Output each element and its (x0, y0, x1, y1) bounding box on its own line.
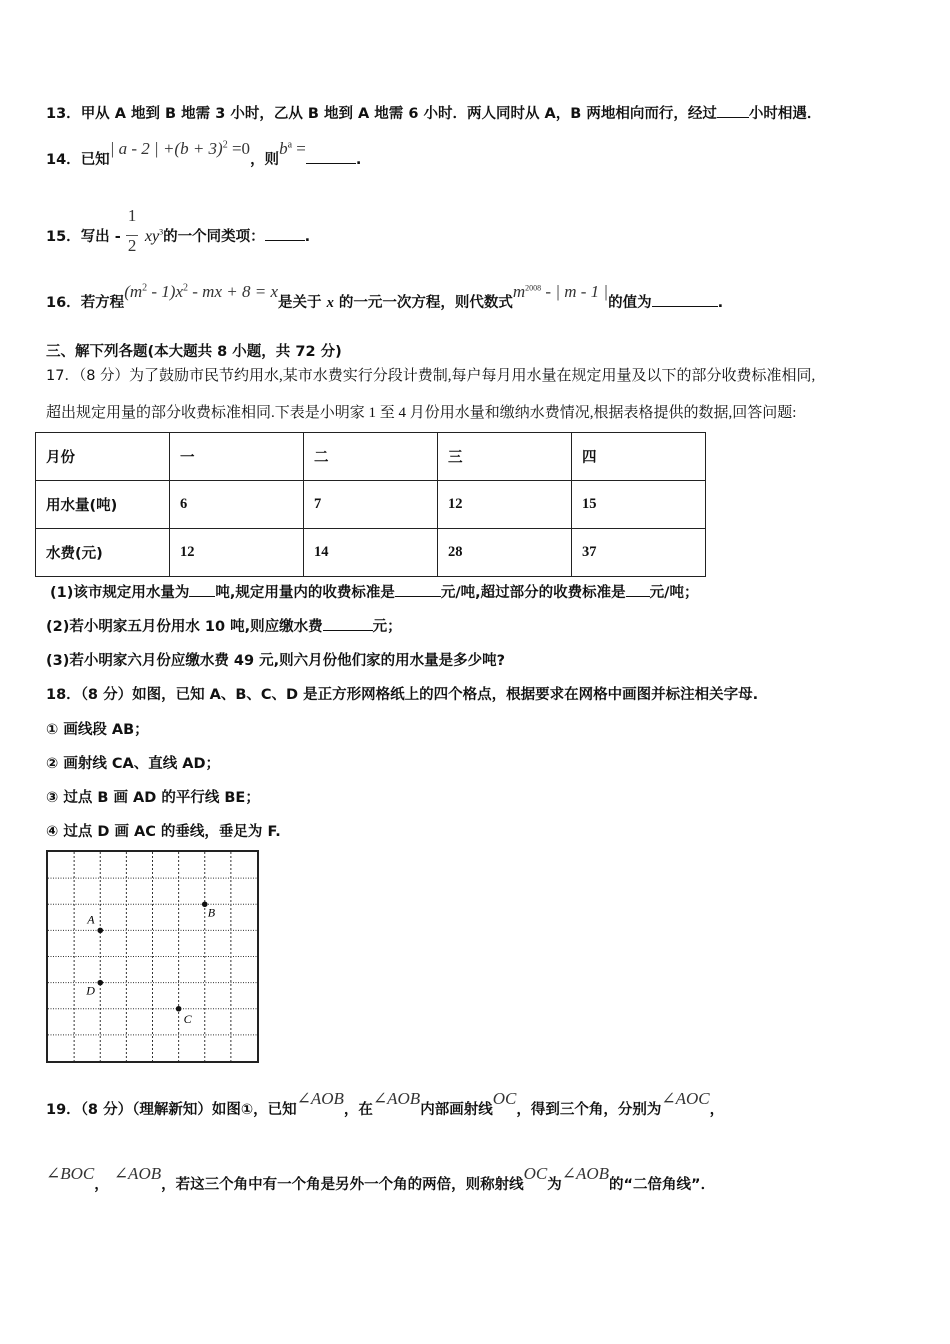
question-text: ，在 (343, 1102, 373, 1118)
question-number: 13． (46, 106, 81, 122)
table-cell: 37 (572, 529, 706, 577)
part-text: 元； (372, 619, 402, 635)
table-cell: 12 (170, 529, 304, 577)
part-text: (2)若小明家五月份用水 10 吨,则应缴水费 (46, 619, 323, 635)
row-header: 月份 (36, 433, 170, 481)
exponent: a (287, 139, 293, 151)
exponent: 2 (183, 282, 189, 294)
ray-oc: OC (523, 1164, 548, 1183)
term-base: xy (144, 228, 160, 245)
variable: x (326, 295, 334, 311)
equation (124, 282, 278, 301)
question-text: 的值为 (608, 295, 652, 311)
question-text: ，得到三个角，分别为 (516, 1102, 662, 1118)
question-18 (46, 683, 758, 704)
question-18-item-3: ③ 过点 B 画 AD 的平行线 BE； (46, 790, 260, 806)
question-text: 的“二倍角线”． (609, 1177, 716, 1193)
question-14 (46, 139, 362, 169)
comma: ， (709, 1102, 725, 1118)
period: . (355, 152, 362, 168)
question-text: 的一元一次方程，则代数式 (338, 295, 513, 311)
score: （8 分） (80, 687, 133, 703)
question-text: 内部画射线 (420, 1102, 493, 1118)
expr-base: m (512, 282, 526, 301)
ray-oc: OC (492, 1089, 517, 1108)
answer-blank[interactable] (395, 595, 441, 597)
score: （8 分） (80, 1102, 133, 1118)
exponent: 3 (159, 227, 164, 237)
question-13 (46, 102, 821, 123)
answer-blank[interactable] (323, 629, 373, 631)
angle-aob: ∠AOB (561, 1164, 610, 1183)
equation-part: =0 (227, 139, 251, 158)
question-number: 16． (46, 295, 81, 311)
equation-part: - mx + 8 = x (188, 282, 278, 301)
angle-aob: ∠AOB (296, 1089, 344, 1108)
question-text: 的一个同类项： (163, 229, 265, 245)
question-text: （理解新知）如图①，已知 (132, 1102, 297, 1118)
period: . (304, 229, 311, 245)
table-cell: 12 (438, 481, 572, 529)
question-text: 写出 - (80, 229, 121, 245)
expression (279, 139, 306, 158)
row-header: 水费(元) (36, 529, 170, 577)
table-cell: 14 (304, 529, 438, 577)
table-cell: 四 (572, 433, 706, 481)
point-a (97, 928, 103, 934)
square-grid-figure (46, 850, 259, 1063)
point-c (176, 1006, 182, 1012)
grid-lines (48, 852, 257, 1061)
part-text: 吨,规定用量内的收费标准是 (215, 585, 395, 601)
question-number: 15． (46, 229, 81, 245)
question-19-line-1 (46, 1089, 725, 1119)
question-16 (46, 282, 724, 312)
point-b (202, 901, 208, 907)
table-row (36, 481, 706, 529)
angle-boc: ∠BOC (46, 1164, 95, 1183)
table-cell: 15 (572, 481, 706, 529)
equation-part: | a - 2 | +(b + 3) (109, 139, 223, 158)
denominator: 2 (127, 236, 137, 255)
point-label-c: C (183, 1011, 192, 1026)
period: . (717, 295, 724, 311)
water-fee-table (35, 432, 706, 577)
section-title: 三、解下列各题(本大题共 8 小题，共 72 分) (46, 344, 342, 360)
question-number: 18． (46, 687, 81, 703)
table-cell: 7 (304, 481, 438, 529)
question-17-part-2 (46, 615, 402, 636)
question-text: 为 (547, 1177, 562, 1193)
question-number: 14． (46, 152, 81, 168)
question-17-line-1 (46, 364, 815, 385)
angle-aob: ∠AOB (372, 1089, 421, 1108)
angle-aob: ∠AOB (113, 1164, 162, 1183)
question-number: 17． (46, 368, 79, 384)
answer-blank[interactable] (717, 116, 749, 118)
part-text: (1)该市规定用水量为 (50, 585, 190, 601)
answer-blank[interactable] (265, 239, 305, 241)
point-label-d: D (86, 983, 95, 998)
answer-blank[interactable] (626, 595, 650, 597)
question-19-line-2 (46, 1164, 716, 1194)
question-number: 19． (46, 1102, 81, 1118)
expression (513, 282, 608, 301)
row-header: 用水量(吨) (36, 481, 170, 529)
table-row (36, 433, 706, 481)
answer-blank[interactable] (306, 162, 356, 164)
question-17-part-1 (50, 581, 698, 602)
question-text-end: 小时相遇． (748, 106, 822, 122)
table-cell: 6 (170, 481, 304, 529)
exponent: 2 (142, 282, 148, 294)
equation-part: (m (124, 282, 143, 301)
angle-aoc: ∠AOC (661, 1089, 710, 1108)
score: （8 分） (78, 368, 130, 384)
question-17-part-3: (3)若小明家六月份应缴水费 49 元,则六月份他们家的用水量是多少吨? (46, 653, 506, 669)
question-text: ，则 (250, 152, 280, 168)
comma: ， (94, 1177, 109, 1193)
point-d (97, 980, 103, 986)
term (145, 228, 163, 245)
question-18-item-4: ④ 过点 D 画 AC 的垂线，垂足为 F. (46, 824, 281, 840)
exponent: 2 (222, 139, 228, 151)
table-row (36, 529, 706, 577)
question-18-item-1: ① 画线段 AB； (46, 722, 149, 738)
table-cell: 二 (304, 433, 438, 481)
question-15 (46, 206, 311, 262)
point-label-b: B (207, 905, 216, 920)
question-text: 甲从 A 地到 B 地需 3 小时，乙从 B 地到 A 地需 6 小时．两人同时从 A，B 两地相向而行，经过 (80, 106, 717, 122)
point-label-a: A (87, 912, 95, 927)
expr-base: b (279, 139, 288, 158)
equation-part: - 1)x (147, 282, 184, 301)
question-text: 若方程 (80, 295, 125, 311)
table-cell: 三 (438, 433, 572, 481)
question-text: 是关于 (278, 295, 322, 311)
equals: = (292, 139, 306, 158)
numerator: 1 (127, 206, 137, 225)
answer-blank[interactable] (189, 595, 215, 597)
part-text: 元/吨； (649, 585, 699, 601)
table-cell: 一 (170, 433, 304, 481)
fraction (126, 206, 140, 262)
question-text: 如图，已知 A、B、C、D 是正方形网格纸上的四个格点，根据要求在网格中画图并标注相关字母. (132, 687, 759, 703)
equation (110, 139, 250, 158)
question-text: 已知 (80, 152, 110, 168)
table-cell: 28 (438, 529, 572, 577)
exponent: 2008 (525, 283, 542, 293)
question-text: 为了鼓励市民节约用水,某市水费实行分段计费制,每户每月用水量在规定用量及以下的部分收费标准相同, (129, 368, 816, 384)
question-text: ，若这三个角中有一个角是另外一个角的两倍，则称射线 (161, 1177, 524, 1193)
answer-blank[interactable] (652, 305, 718, 307)
part-text: 元/吨,超过部分的收费标准是 (440, 585, 626, 601)
question-17-line-2: 超出规定用量的部分收费标准相同.下表是小明家 1 至 4 月份用水量和缴纳水费情况,根据表格提供的数据,回答问题: (46, 405, 797, 421)
expr-rest: - | m - 1 | (541, 282, 609, 301)
question-18-item-2: ② 画射线 CA、直线 AD； (46, 756, 221, 772)
